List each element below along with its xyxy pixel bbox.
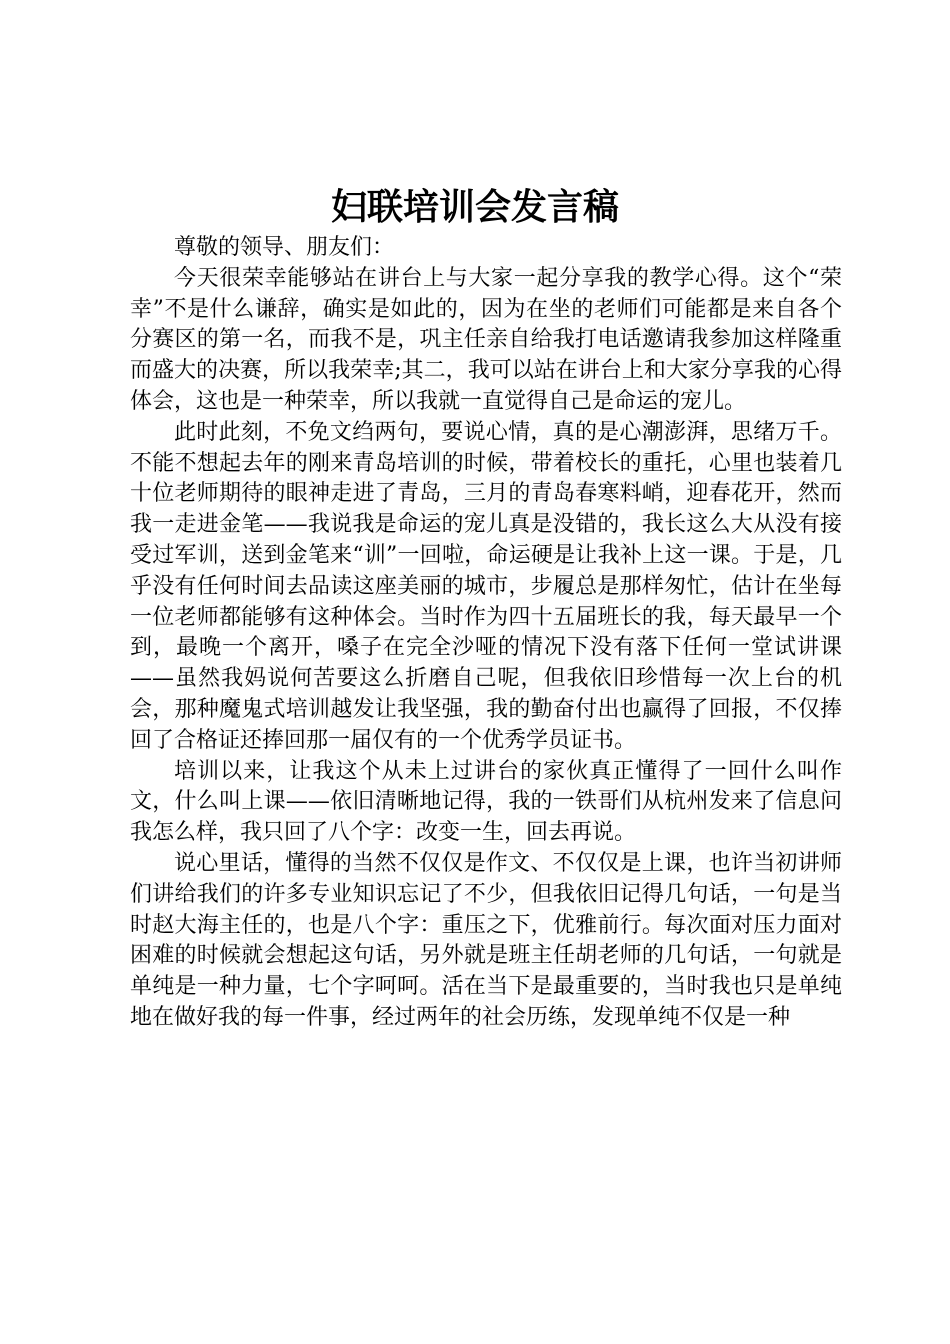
body-paragraph-1: 今天很荣幸能够站在讲台上与大家一起分享我的教学心得。这个“荣幸”不是什么谦辞，确实是如此的，因为在坐的老师们可能都是来自各个分赛区的第一名，而我不是，巩主任亲自给我打电话邀请我参加这样隆重而盛大的决赛，所以我荣幸;其二，我可以站在讲台上和大家分享我的心得体会，这也是一种荣幸，所以我就一直觉得自己是命运的宠儿。 (130, 265, 842, 414)
body-paragraph-3: 培训以来，让我这个从未上过讲台的家伙真正懂得了一回什么叫作文，什么叫上课——依旧清晰地记得，我的一铁哥们从杭州发来了信息问我怎么样，我只回了八个字：改变一生，回去再说。 (130, 758, 842, 846)
greeting-paragraph: 尊敬的领导、朋友们： (174, 235, 395, 260)
document-title: 妇联培训会发言稿 (330, 186, 619, 228)
body-paragraph-2: 此时此刻，不免文绉两句，要说心情，真的是心潮澎湃，思绪万千。不能不想起去年的刚来青岛培训的时候，带着校长的重托，心里也装着几十位老师期待的眼神走进了青岛，三月的青岛春寒料峭，迎春花开，然而我一走进金笔——我说我是命运的宠儿真是没错的，我长这么大从没有接受过军训，送到金笔来“训”一回啦，命运硬是让我补上这一课。于是，几乎没有任何时间去品读这座美丽的城市，步履总是那样匆忙，估计在坐每一位老师都能够有这种体会。当时作为四十五届班长的我，每天最早一个到，最晚一个离开，嗓子在完全沙哑的情况下没有落下任何一堂试讲课——虽然我妈说何苦要这么折磨自己呢，但我依旧珍惜每一次上台的机会，那种魔鬼式培训越发让我坚强，我的勤奋付出也赢得了回报，不仅捧回了合格证还捧回那一届仅有的一个优秀学员证书。 (130, 419, 842, 753)
body-paragraph-4: 说心里话，懂得的当然不仅仅是作文、不仅仅是上课，也许当初讲师们讲给我们的许多专业知识忘记了不少，但我依旧记得几句话，一句是当时赵大海主任的，也是八个字：重压之下，优雅前行。每次面对压力面对困难的时候就会想起这句话，另外就是班主任胡老师的几句话，一句就是单纯是一种力量，七个字呵呵。活在当下是最重要的，当时我也只是单纯地在做好我的每一件事，经过两年的社会历练，发现单纯不仅是一种 (130, 850, 842, 1030)
document-body (130, 233, 842, 1034)
